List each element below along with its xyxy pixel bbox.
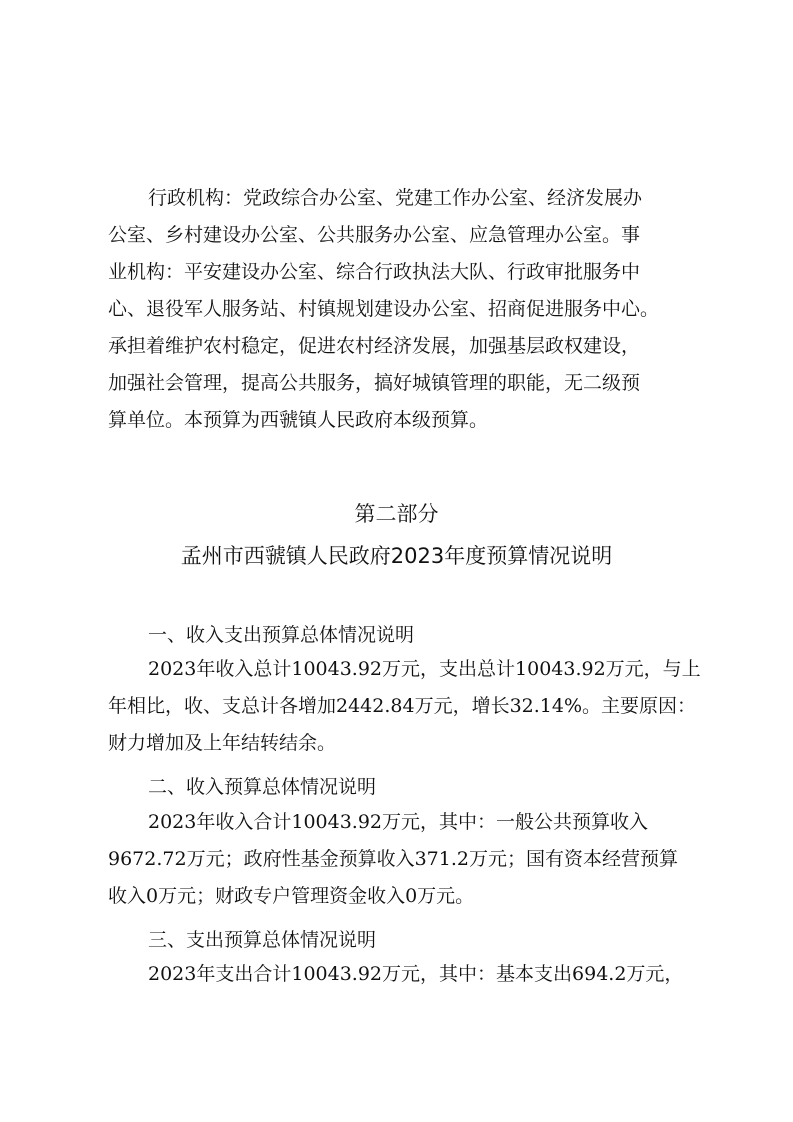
- section-heading: 二、收入预算总体情况说明: [148, 776, 377, 798]
- section-heading: 一、收入支出预算总体情况说明: [148, 624, 415, 646]
- section-body: [108, 804, 688, 915]
- section-line: 2023年支出合计10043.92万元，其中：基本支出694.2万元，: [148, 963, 684, 985]
- section-line: 年相比，收、支总计各增加2442.84万元，增长32.14%。主要原因：: [108, 695, 697, 717]
- intro-line: 公室、乡村建设办公室、公共服务办公室、应急管理办公室。事: [108, 224, 641, 246]
- intro-line: 行政机构：党政综合办公室、党建工作办公室、经济发展办: [148, 187, 643, 209]
- section-body: [148, 956, 688, 993]
- intro-line: 算单位。本预算为西虢镇人民政府本级预算。: [108, 409, 489, 431]
- intro-paragraph: [108, 180, 688, 439]
- part-title: 第二部分: [354, 502, 439, 526]
- section-line: 收入0万元；财政专户管理资金收入0万元。: [108, 885, 475, 907]
- section-heading: 三、支出预算总体情况说明: [148, 929, 377, 951]
- part-subtitle: 孟州市西虢镇人民政府2023年度预算情况说明: [180, 544, 613, 568]
- section-line: 财力增加及上年结转结余。: [108, 732, 337, 754]
- intro-line: 心、退役军人服务站、村镇规划建设办公室、招商促进服务中心。: [108, 298, 660, 320]
- section-line: 2023年收入总计10043.92万元，支出总计10043.92万元，与上: [148, 658, 701, 680]
- section-body: [108, 651, 701, 762]
- intro-line: 业机构：平安建设办公室、综合行政执法大队、行政审批服务中: [108, 261, 641, 283]
- intro-line: 加强社会管理，提高公共服务，搞好城镇管理的职能，无二级预: [108, 372, 641, 394]
- section-line: 9672.72万元；政府性基金预算收入371.2万元；国有资本经营预算: [108, 848, 678, 870]
- intro-line: 承担着维护农村稳定，促进农村经济发展，加强基层政权建设，: [108, 335, 641, 357]
- section-line: 2023年收入合计10043.92万元，其中：一般公共预算收入: [148, 811, 649, 833]
